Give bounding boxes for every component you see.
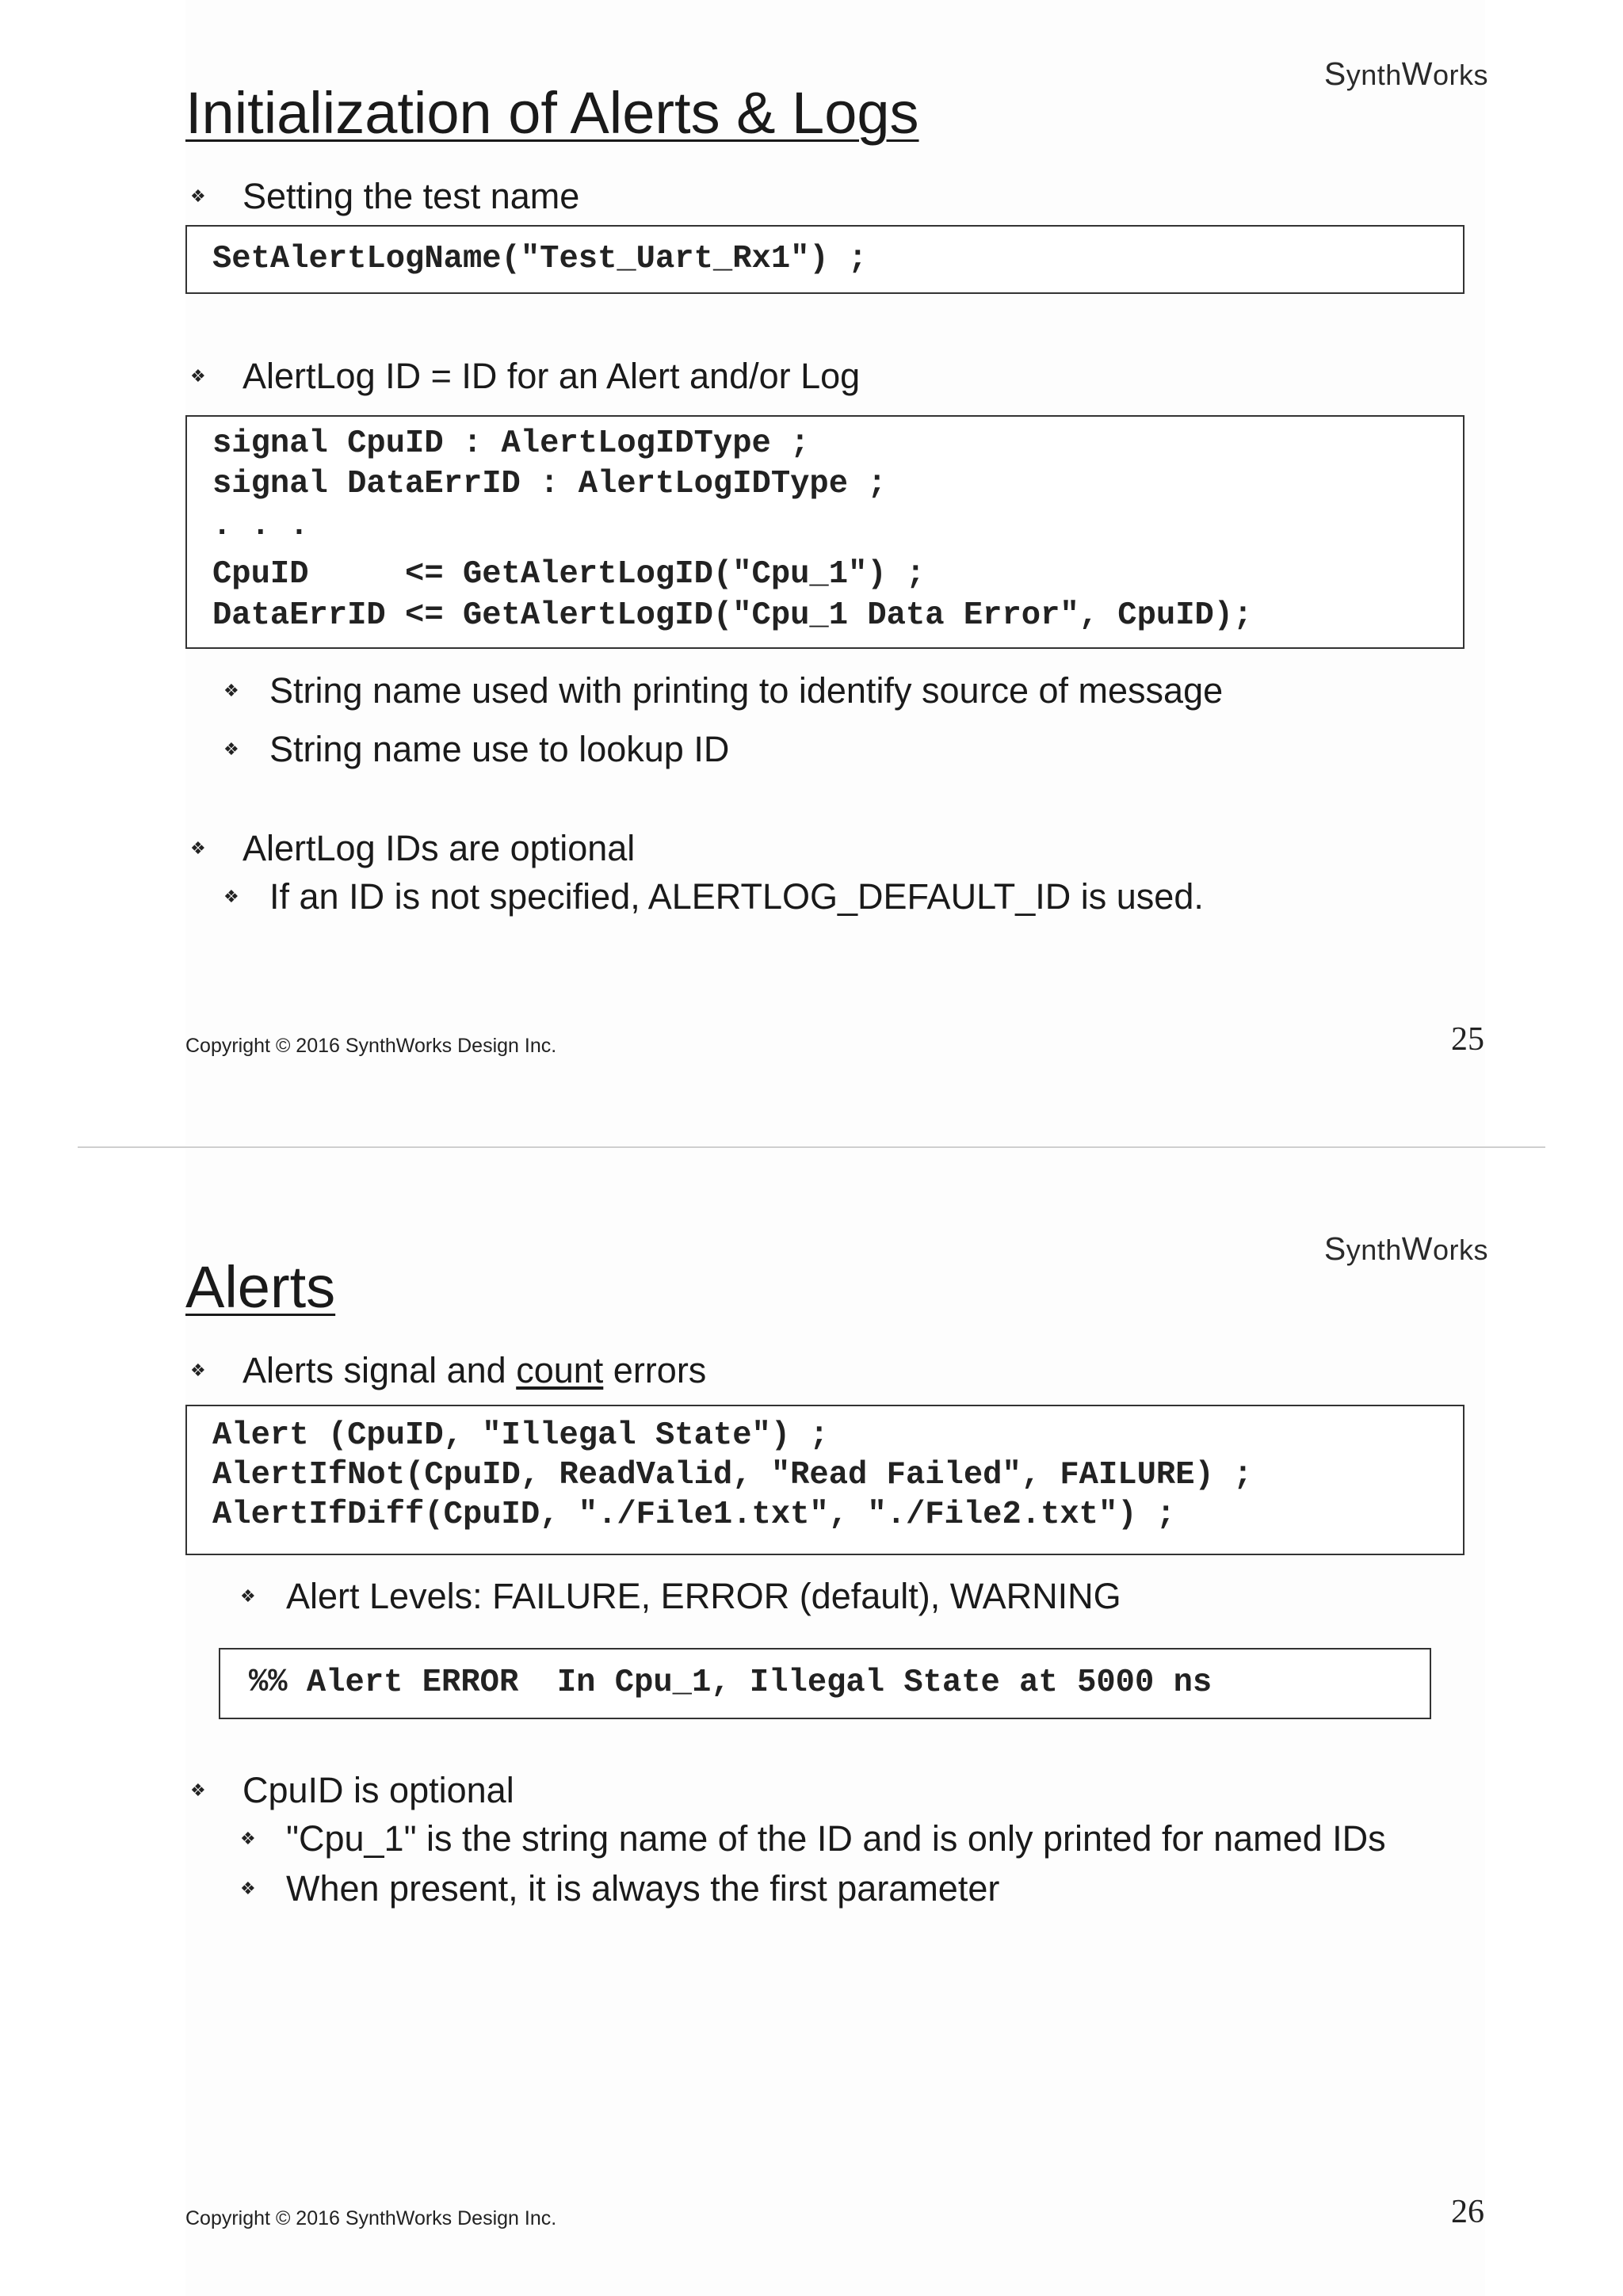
code-block-set-name (185, 225, 1465, 294)
diamond-bullet-icon: ❖ (190, 366, 206, 386)
sub-bullet-named-ids: ❖ "Cpu_1" is the string name of the ID and is only printed for named IDs (240, 1818, 1386, 1859)
sub-bullet-alert-levels: ❖ Alert Levels: FAILURE, ERROR (default), WARNING (240, 1576, 1121, 1616)
bullet-alerts-count: ❖ Alerts signal and count errors (190, 1350, 707, 1390)
code-block-alertlog-ids (185, 415, 1465, 649)
sub-bullet-lookup: ❖ String name use to lookup ID (223, 729, 730, 769)
alert-output-box (219, 1648, 1431, 1719)
slide-25 (0, 0, 1623, 1147)
code-line: AlertIfNot(CpuID, ReadValid, "Read Failed", FAILURE) ; (212, 1457, 1253, 1493)
code-line: AlertIfDiff(CpuID, "./File1.txt", "./File2.txt") ; (212, 1497, 1176, 1533)
diamond-bullet-icon: ❖ (223, 887, 239, 906)
code-line: signal DataErrID : AlertLogIDType ; (212, 466, 887, 502)
diamond-bullet-icon: ❖ (190, 838, 206, 858)
sub-bullet-default-id: ❖ If an ID is not specified, ALERTLOG_DEFAULT_ID is used. (223, 876, 1204, 917)
page-number: 25 (1451, 1021, 1484, 1058)
sub-bullet-first-parameter: ❖ When present, it is always the first parameter (240, 1868, 1000, 1909)
slide-background (185, 1149, 1485, 2296)
bullet-alertlog-id: ❖ AlertLog ID = ID for an Alert and/or Log (190, 356, 861, 396)
slide-divider (78, 1146, 1545, 1148)
code-line: . . . (212, 508, 309, 544)
diamond-bullet-icon: ❖ (240, 1586, 256, 1606)
diamond-bullet-icon: ❖ (240, 1878, 256, 1898)
synthworks-logo: SynthWorks (1323, 1230, 1488, 1267)
diamond-bullet-icon: ❖ (223, 739, 239, 759)
code-block-alert-calls (185, 1405, 1465, 1555)
code-line: CpuID <= GetAlertLogID("Cpu_1") ; (212, 556, 926, 593)
copyright-notice: Copyright © 2016 SynthWorks Design Inc. (185, 2207, 557, 2229)
code-line: signal CpuID : AlertLogIDType ; (212, 425, 810, 462)
code-line: DataErrID <= GetAlertLogID("Cpu_1 Data Error", CpuID); (212, 597, 1253, 634)
diamond-bullet-icon: ❖ (190, 1780, 206, 1800)
diamond-bullet-icon: ❖ (190, 186, 206, 206)
code-line: Alert (CpuID, "Illegal State") ; (212, 1417, 829, 1454)
bullet-ids-optional: ❖ AlertLog IDs are optional (190, 828, 636, 868)
synthworks-logo: SynthWorks (1323, 55, 1488, 92)
page-number: 26 (1451, 2194, 1484, 2230)
copyright-notice: Copyright © 2016 SynthWorks Design Inc. (185, 1035, 557, 1057)
bullet-test-name: ❖ Setting the test name (190, 176, 580, 216)
code-line: SetAlertLogName("Test_Uart_Rx1") ; (212, 241, 868, 277)
slide-title: Initialization of Alerts & Logs (185, 80, 919, 146)
underlined-word: count (516, 1350, 604, 1390)
diamond-bullet-icon: ❖ (190, 1360, 206, 1380)
code-line: %% Alert ERROR In Cpu_1, Illegal State at 5000 ns (249, 1665, 1212, 1701)
slide-title: Alerts (185, 1254, 336, 1320)
slide-26 (0, 1149, 1623, 2296)
sub-bullet-printing: ❖ String name used with printing to identify source of message (223, 670, 1224, 711)
diamond-bullet-icon: ❖ (223, 681, 239, 700)
diamond-bullet-icon: ❖ (240, 1829, 256, 1848)
bullet-cpuid-optional: ❖ CpuID is optional (190, 1770, 514, 1810)
